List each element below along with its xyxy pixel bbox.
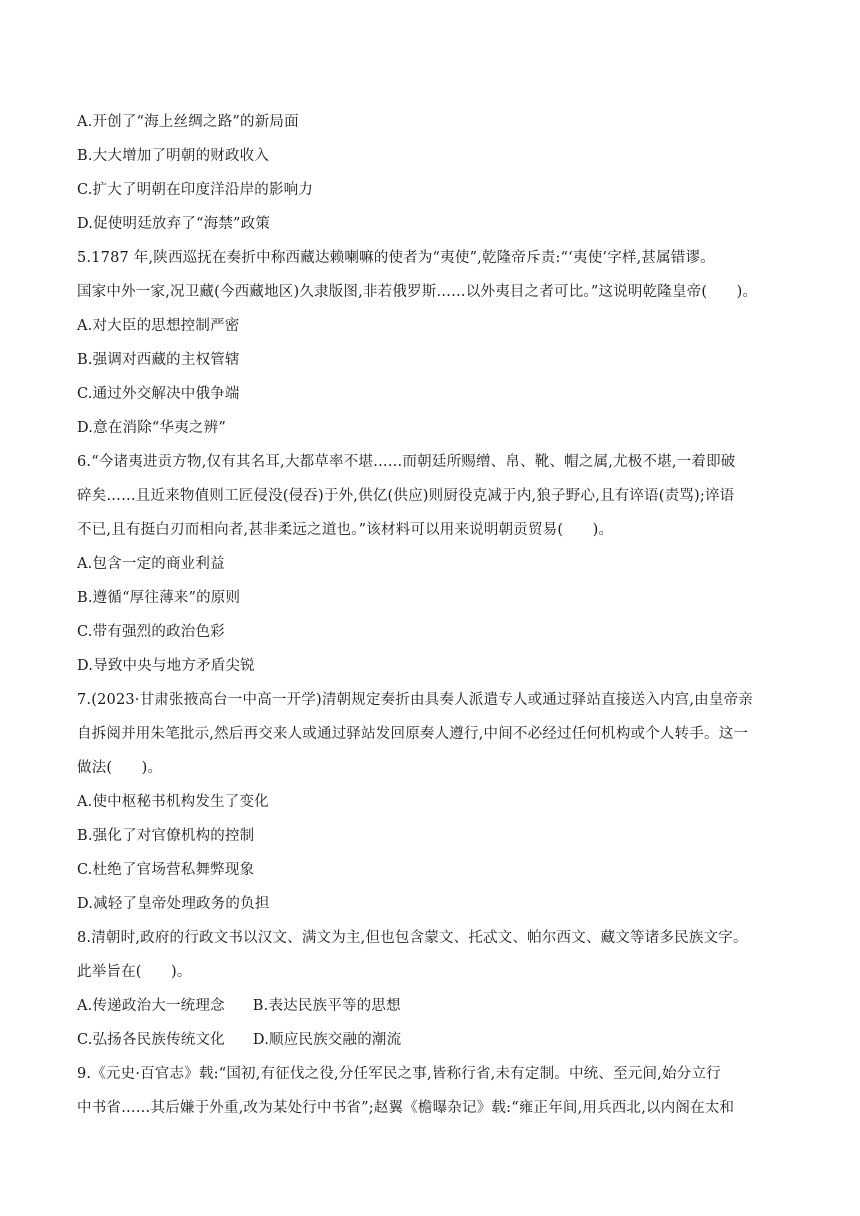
q5-option-a: A.对大臣的思想控制严密 (77, 318, 240, 334)
q8-option-d: D.顺应民族交融的潮流 (252, 1032, 402, 1048)
q7-option-c: C.杜绝了官场营私舞弊现象 (77, 862, 255, 878)
q4-option-c: C.扩大了明朝在印度洋沿岸的影响力 (77, 182, 314, 198)
q6-stem-line-3: 不已,且有挺白刃而相向者,甚非柔远之道也。”该材料可以用来说明朝贡贸易( )。 (77, 522, 614, 538)
q6-option-b: B.遵循“厚往薄来”的原则 (77, 590, 241, 606)
q8-option-c: C.弘扬各民族传统文化 (77, 1032, 225, 1048)
q8-options-row-2 (77, 1030, 797, 1050)
q5-option-c: C.通过外交解决中俄争端 (77, 386, 240, 402)
q8-option-b: B.表达民族平等的思想 (252, 998, 401, 1014)
q7-option-b: B.强化了对官僚机构的控制 (77, 828, 255, 844)
q5-option-d: D.意在消除“华夷之辨” (77, 420, 226, 436)
q8-stem-line-1: 8.清朝时,政府的行政文书以汉文、满文为主,但也包含蒙文、托忒文、帕尔西文、藏文等诸多民族文字。 (77, 930, 748, 946)
q8-stem-line-2: 此举旨在( )。 (77, 964, 192, 980)
q5-stem-line-2: 国家中外一家,况卫藏(今西藏地区)久隶版图,非若俄罗斯……以外夷目之者可比。”这说明乾隆皇帝( )。 (77, 284, 758, 300)
q7-stem-line-1: 7.(2023·甘肃张掖高台一中高一开学)清朝规定奏折由具奏人派遣专人或通过驿站直接送入内宫,由皇帝亲 (77, 692, 753, 708)
q8-options-row-1 (77, 996, 797, 1016)
q7-option-d: D.减轻了皇帝处理政务的负担 (77, 896, 270, 912)
q4-option-b: B.大大增加了明朝的财政收入 (77, 148, 270, 164)
q4-option-a: A.开创了“海上丝绸之路”的新局面 (77, 114, 299, 130)
q6-option-c: C.带有强烈的政治色彩 (77, 624, 225, 640)
q5-option-b: B.强调对西藏的主权管辖 (77, 352, 240, 368)
q8-option-a: A.传递政治大一统理念 (77, 998, 225, 1014)
q5-stem-line-1: 5.1787 年,陕西巡抚在奏折中称西藏达赖喇嘛的使者为“夷使”,乾隆帝斥责:“‘夷使’字样,甚属错谬。 (77, 250, 715, 266)
q9-stem-line-2: 中书省……其后嫌于外重,改为某处行中书省”;赵翼《檐曝杂记》载:“雍正年间,用兵西北,以内阁在太和 (77, 1100, 735, 1116)
q7-stem-line-2: 自拆阅并用朱笔批示,然后再交来人或通过驿站发回原奏人遵行,中间不必经过任何机构或个人转手。这一 (77, 726, 749, 742)
q6-stem-line-2: 碎矣……且近来物值则工匠侵没(侵吞)于外,供亿(供应)则厨役克减于内,狼子野心,且有谇语(责骂);谇语 (77, 488, 735, 504)
q6-option-a: A.包含一定的商业利益 (77, 556, 225, 572)
q6-stem-line-1: 6.“今诸夷进贡方物,仅有其名耳,大都草率不堪……而朝廷所赐缯、帛、靴、帽之属,尤极不堪,一着即破 (77, 454, 736, 470)
q6-option-d: D.导致中央与地方矛盾尖锐 (77, 658, 255, 674)
q7-stem-line-3: 做法( )。 (77, 760, 163, 776)
q9-stem-line-1: 9.《元史·百官志》载:“国初,有征伐之役,分任军民之事,皆称行省,未有定制。中统、至元间,始分立行 (77, 1066, 721, 1082)
q7-option-a: A.使中枢秘书机构发生了变化 (77, 794, 269, 810)
q4-option-d: D.促使明廷放弃了“海禁”政策 (77, 216, 271, 232)
